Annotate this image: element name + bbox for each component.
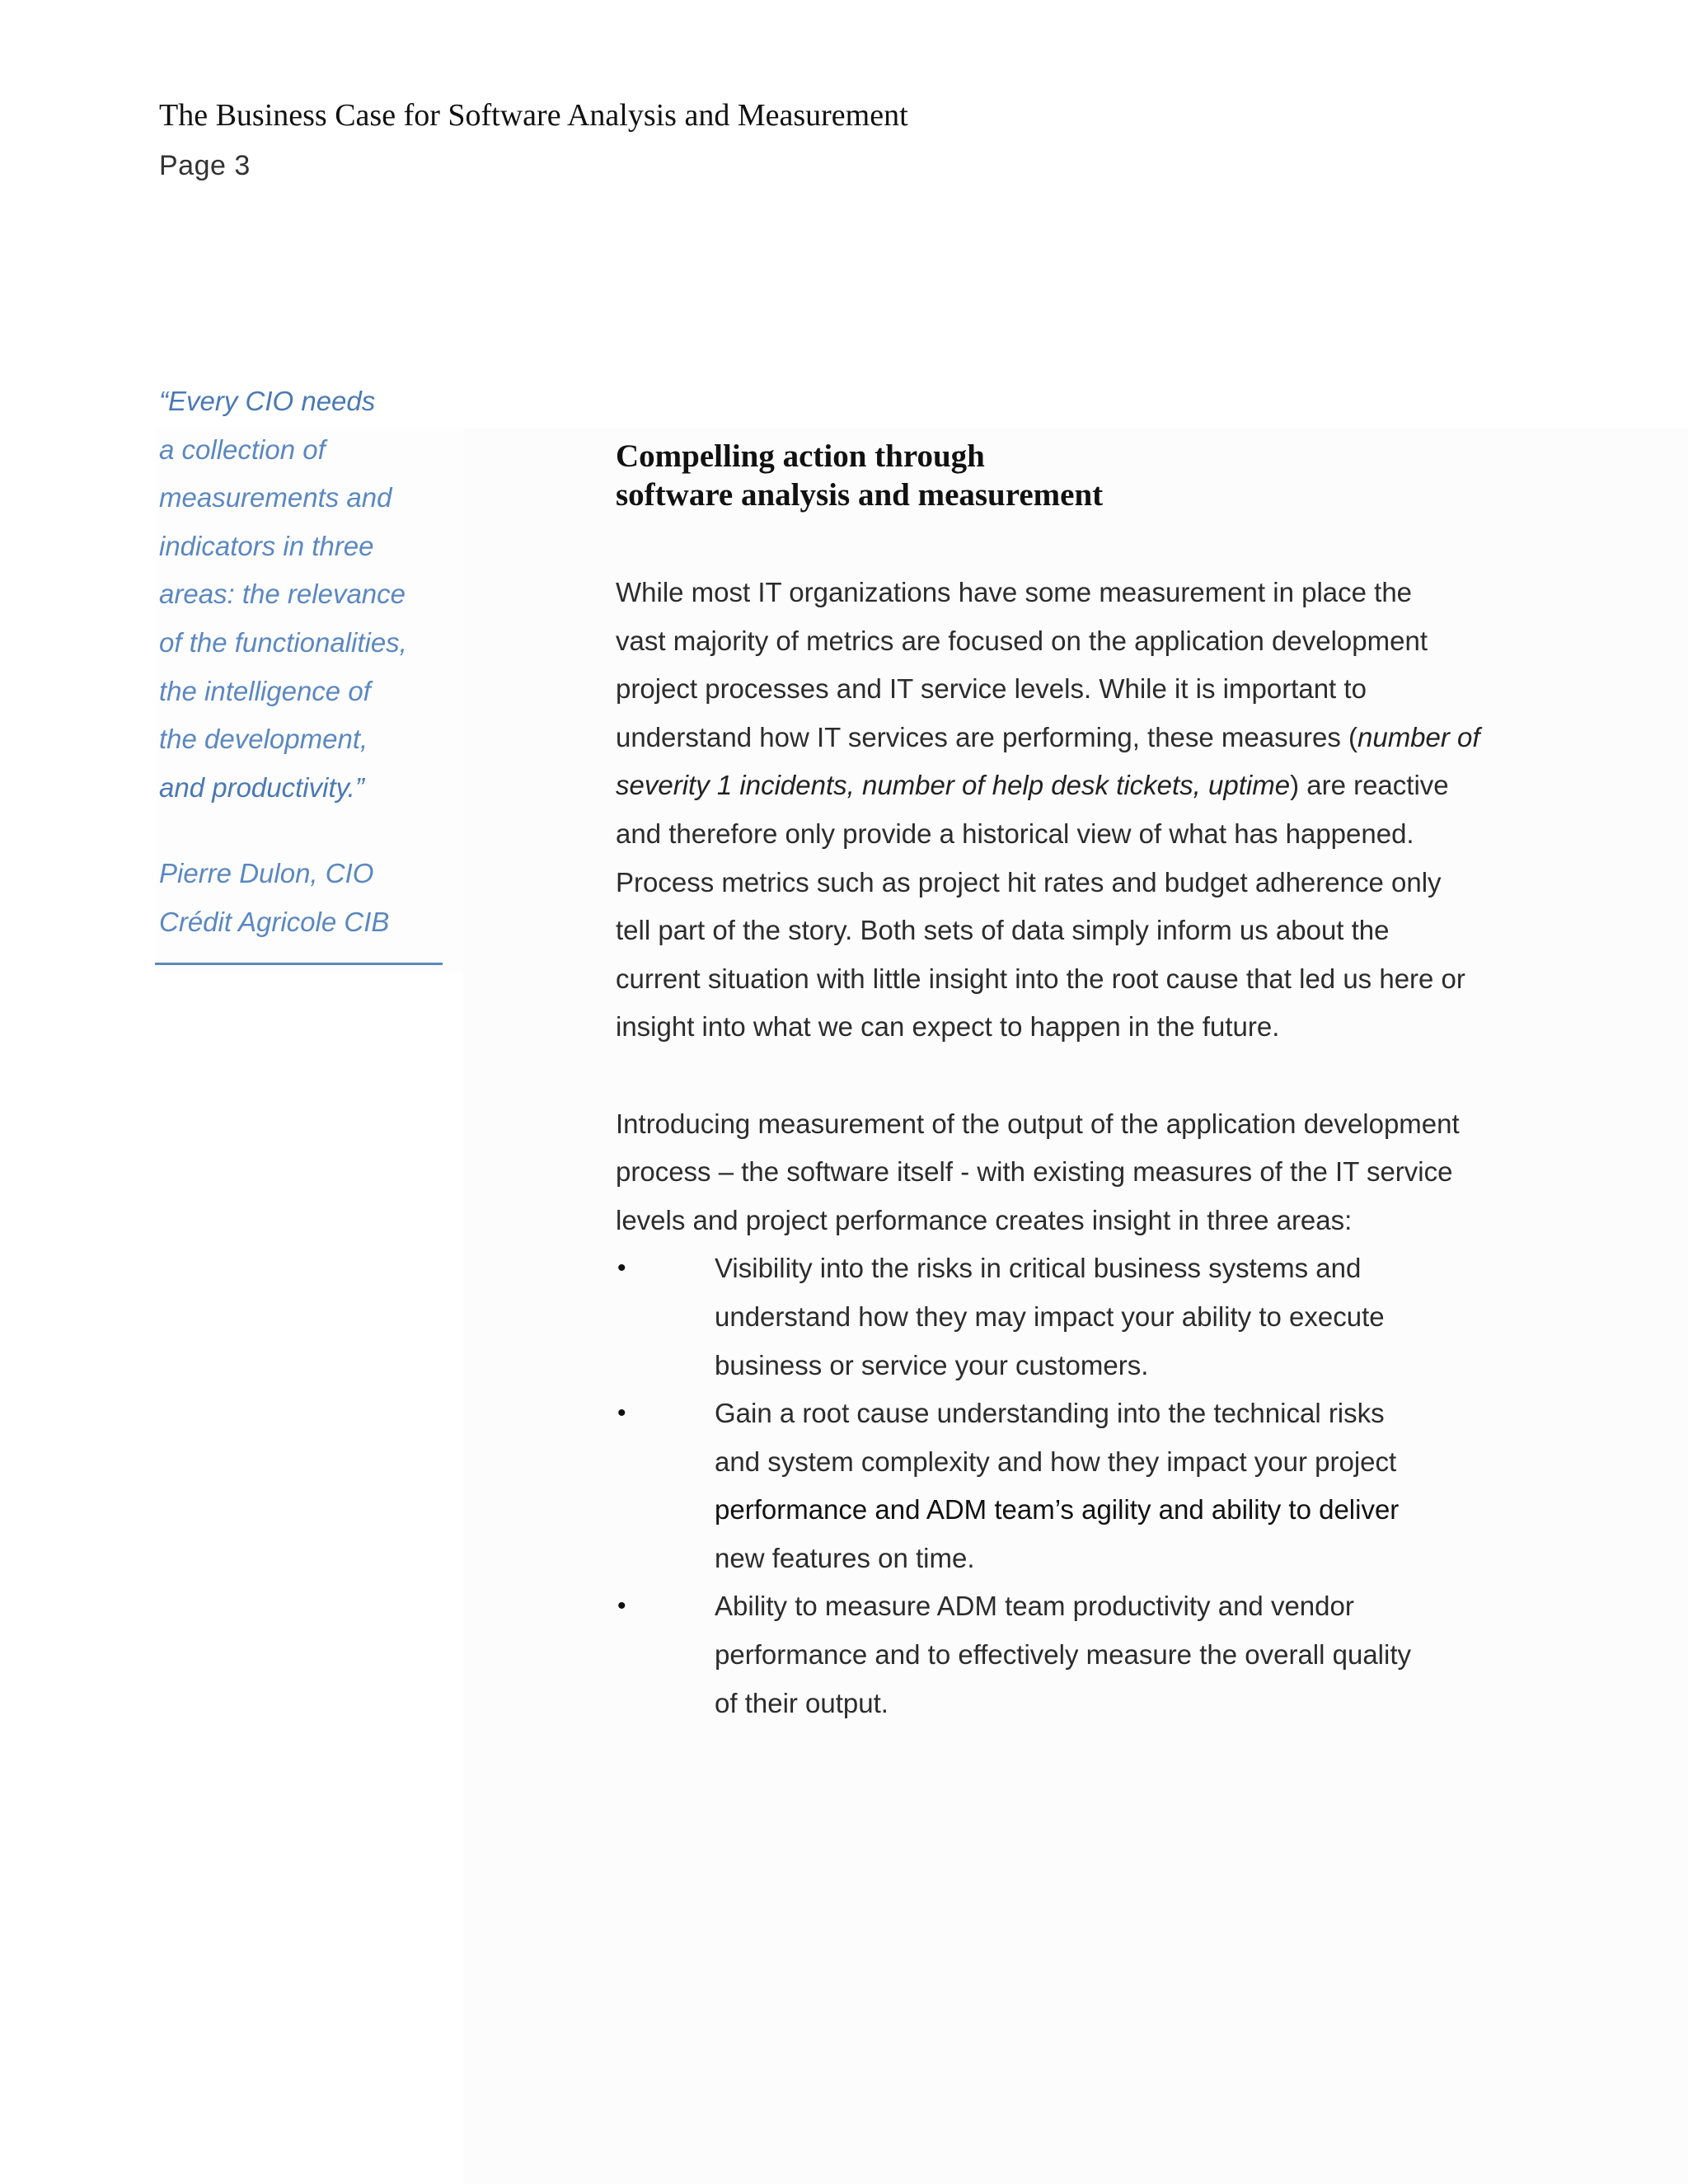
text-line: severity 1 incidents, number of help desk tickets, uptime) are reactive xyxy=(616,770,1449,801)
bullet-icon: • xyxy=(617,1592,626,1620)
text-line: tell part of the story. Both sets of data simply inform us about the xyxy=(616,915,1390,946)
list-item xyxy=(616,1582,1522,1727)
quote-line: areas: the relevance xyxy=(159,579,406,610)
list-item xyxy=(616,1244,1522,1390)
text-line: Ability to measure ADM team productivity and vendor xyxy=(715,1591,1354,1622)
quote-line: measurements and xyxy=(159,482,392,513)
text-line: understand how IT services are performing, these measures (number of xyxy=(616,721,1480,752)
text-line: understand how they may impact your ability to execute xyxy=(715,1301,1385,1332)
section-heading xyxy=(616,437,1103,514)
bullet-icon: • xyxy=(617,1399,626,1427)
paragraph-2 xyxy=(616,1100,1522,1245)
quote-divider xyxy=(155,963,443,965)
quote-attribution-org: Crédit Agricole CIB xyxy=(159,906,390,937)
document-title: The Business Case for Software Analysis and Measurement xyxy=(159,98,908,133)
text-line: of their output. xyxy=(715,1687,889,1718)
text-line: Introducing measurement of the output of the application development xyxy=(616,1108,1460,1139)
text-line: business or service your customers. xyxy=(715,1349,1149,1380)
bullet-icon: • xyxy=(617,1254,626,1282)
text-line: insight into what we can expect to happen in the future. xyxy=(616,1011,1280,1043)
text-line: performance and to effectively measure the overall quality xyxy=(715,1639,1412,1671)
bullet-list xyxy=(616,1244,1522,1727)
text-line: current situation with little insight into the root cause that led us here or xyxy=(616,963,1465,994)
text-line: Process metrics such as project hit rates and budget adherence only xyxy=(616,866,1442,898)
text-line: performance and ADM team’s agility and ability to deliver xyxy=(715,1494,1400,1526)
text-line: While most IT organizations have some measurement in place the xyxy=(616,577,1413,607)
section-heading-line: software analysis and measurement xyxy=(616,477,1104,513)
quote-line: “Every CIO needs xyxy=(159,386,376,416)
list-item xyxy=(616,1390,1522,1582)
page-number: Page 3 xyxy=(159,150,251,181)
quote-line: a collection of xyxy=(159,434,326,465)
quote-line: the intelligence of xyxy=(159,675,371,706)
quote-line: of the functionalities, xyxy=(159,626,407,658)
text-line: process – the software itself - with existing measures of the IT service xyxy=(616,1156,1453,1188)
section-heading-line: Compelling action through xyxy=(616,438,985,474)
quote-line: the development, xyxy=(159,724,368,755)
paragraph-1 xyxy=(616,569,1522,1052)
emphasis: number of xyxy=(1357,721,1480,752)
text-line: levels and project performance creates insight in three areas: xyxy=(616,1204,1353,1235)
article-body xyxy=(616,569,1522,1727)
text-line: and therefore only provide a historical view of what has happened. xyxy=(616,818,1414,849)
quote-line: and productivity.” xyxy=(159,771,364,803)
text-line: new features on time. xyxy=(715,1542,975,1573)
emphasis: severity 1 incidents, number of help desk tickets, uptime xyxy=(616,770,1291,801)
text-line: vast majority of metrics are focused on the application development xyxy=(616,625,1428,656)
text-line: Visibility into the risks in critical business systems and xyxy=(715,1253,1362,1284)
text-line: project processes and IT service levels. While it is important to xyxy=(616,673,1367,705)
pull-quote xyxy=(159,377,456,947)
text-line: and system complexity and how they impact your project xyxy=(715,1446,1397,1477)
quote-line: indicators in three xyxy=(159,530,374,561)
quote-attribution-name: Pierre Dulon, CIO xyxy=(159,858,374,889)
text-line: Gain a root cause understanding into the technical risks xyxy=(715,1398,1385,1429)
